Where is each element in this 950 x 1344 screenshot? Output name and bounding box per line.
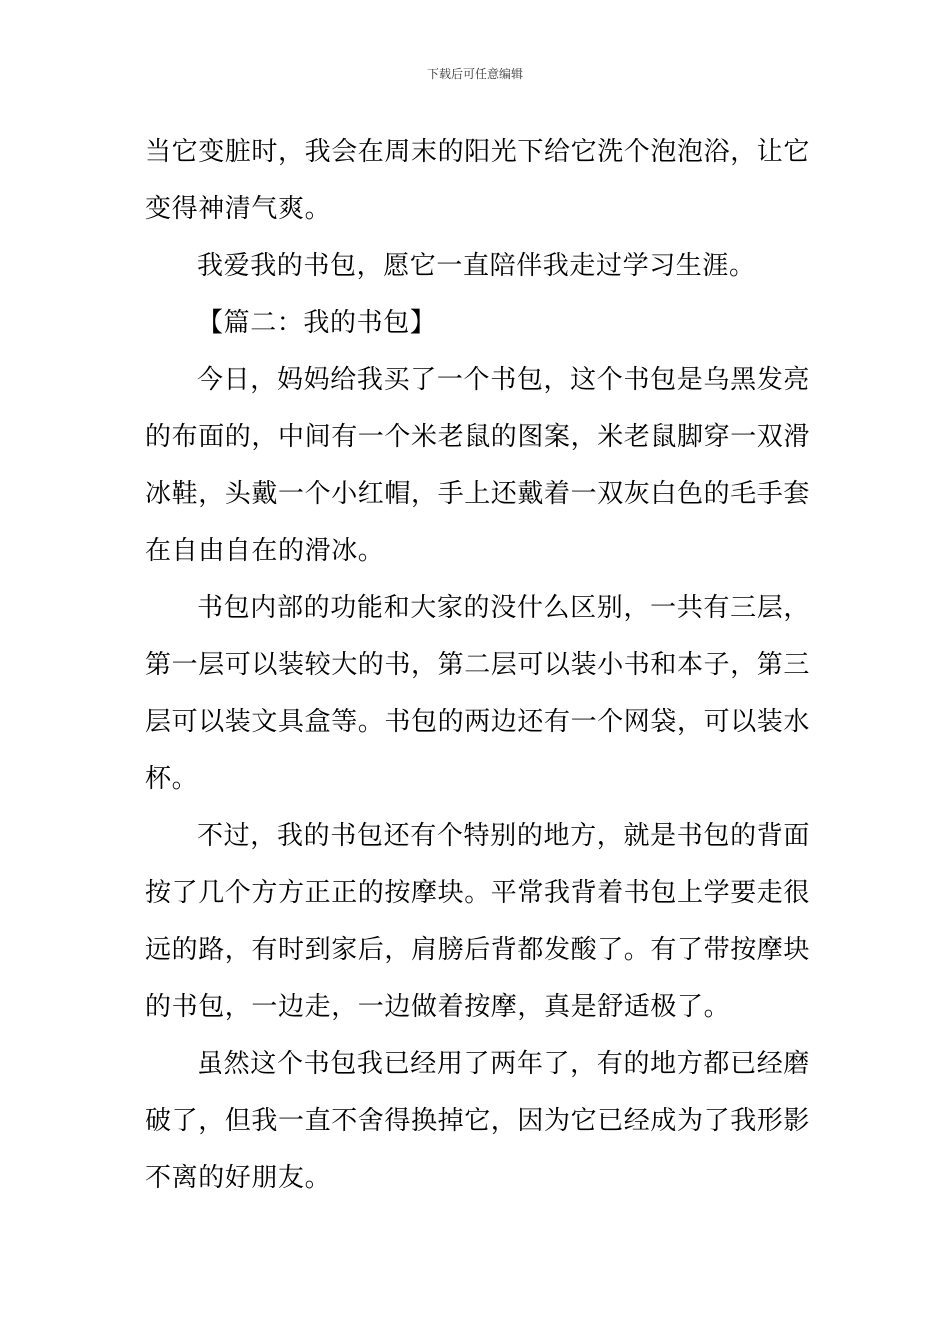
- paragraph-closing: 我爱我的书包，愿它一直陪伴我走过学习生涯。: [197, 251, 756, 281]
- document-body: [145, 124, 810, 1207]
- section-heading: 【篇二：我的书包】: [197, 308, 437, 338]
- page-header: 下载后可任意编辑: [426, 67, 523, 81]
- paragraph-continuation: 当它变脏时，我会在周末的阳光下给它洗个泡泡浴，让它变得神清气爽。: [145, 137, 811, 224]
- paragraph-features: 书包内部的功能和大家的没什么区别，一共有三层，第一层可以装较大的书，第二层可以装小书和本子，第三层可以装文具盒等。书包的两边还有一个网袋，可以装水杯。: [145, 593, 811, 794]
- paragraph-intro: 今日，妈妈给我买了一个书包，这个书包是乌黑发亮的布面的，中间有一个米老鼠的图案，米老鼠脚穿一双滑冰鞋，头戴一个小红帽，手上还戴着一双灰白色的毛手套在自由自在的滑冰。: [145, 365, 811, 566]
- paragraph-ending: 虽然这个书包我已经用了两年了，有的地方都已经磨破了，但我一直不舍得换掉它，因为它已经成为了我形影不离的好朋友。: [145, 1049, 811, 1193]
- paragraph-special: 不过，我的书包还有个特别的地方，就是书包的背面按了几个方方正正的按摩块。平常我背着书包上学要走很远的路，有时到家后，肩膀后背都发酸了。有了带按摩块的书包，一边走，一边做着按摩，真是舒适极了。: [145, 821, 811, 1022]
